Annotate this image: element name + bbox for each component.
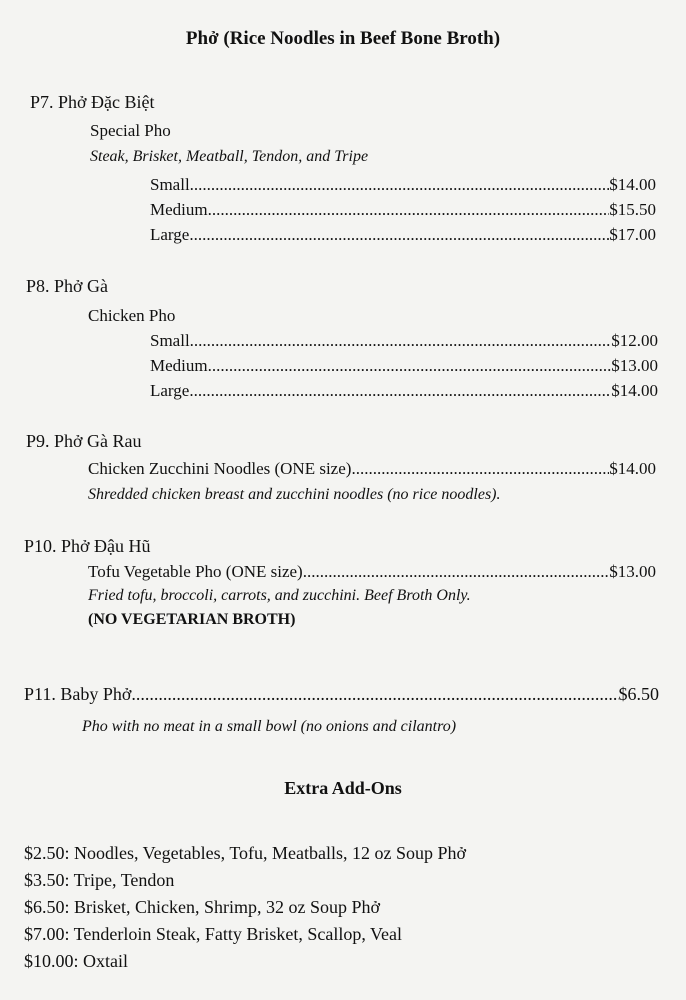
addon-line: $6.50: Brisket, Chicken, Shrimp, 32 oz Soup Phở [24, 897, 381, 917]
p7-size-large [150, 225, 656, 245]
size-price: $17.00 [609, 225, 656, 244]
dot-leader [190, 175, 610, 195]
p7-heading: P7. Phở Đặc Biệt [30, 92, 155, 112]
dot-leader [208, 356, 612, 376]
dot-leader [131, 684, 618, 705]
addon-line: $10.00: Oxtail [24, 951, 128, 971]
p7-size-medium [150, 200, 656, 220]
addon-line: $7.00: Tenderloin Steak, Fatty Brisket, Scallop, Veal [24, 924, 403, 944]
p7-description: Steak, Brisket, Meatball, Tendon, and Tripe [90, 148, 369, 165]
p9-description: Shredded chicken breast and zucchini noodles (no rice noodles). [88, 486, 501, 503]
size-label: Large [150, 225, 190, 244]
item-price: $13.00 [609, 562, 656, 581]
size-label: Medium [150, 356, 208, 375]
size-price: $14.00 [611, 381, 658, 400]
size-price: $15.50 [609, 200, 656, 219]
dot-leader [189, 381, 611, 401]
size-price: $14.00 [609, 175, 656, 194]
size-price: $12.00 [611, 331, 658, 350]
p8-size-small [150, 331, 658, 351]
p8-size-medium [150, 356, 658, 376]
p7-size-small [150, 175, 656, 195]
item-label: Tofu Vegetable Pho (ONE size) [88, 562, 303, 581]
dot-leader [189, 225, 609, 245]
p10-broth-note: (NO VEGETARIAN BROTH) [88, 611, 296, 628]
size-label: Medium [150, 200, 208, 219]
p11-description: Pho with no meat in a small bowl (no onions and cilantro) [82, 718, 457, 735]
p11-heading: P11. Baby Phở [24, 684, 132, 704]
addon-line: $2.50: Noodles, Vegetables, Tofu, Meatballs, 12 oz Soup Phở [24, 843, 467, 863]
item-price: $14.00 [609, 459, 656, 478]
p8-english-name: Chicken Pho [88, 306, 176, 325]
p10-heading: P10. Phở Đậu Hũ [24, 536, 151, 556]
item-price: $6.50 [618, 684, 659, 704]
dot-leader [190, 331, 612, 351]
page-title: Phở (Rice Noodles in Beef Bone Broth) [185, 28, 501, 49]
p10-description: Fried tofu, broccoli, carrots, and zucchini. Beef Broth Only. [88, 587, 471, 604]
p10-price-line [88, 562, 656, 582]
size-label: Large [150, 381, 190, 400]
size-label: Small [150, 331, 190, 350]
p9-price-line [88, 459, 656, 479]
dot-leader [208, 200, 610, 220]
addon-line: $3.50: Tripe, Tendon [24, 870, 175, 890]
p9-heading: P9. Phở Gà Rau [26, 431, 142, 451]
p7-english-name: Special Pho [90, 121, 171, 140]
p8-size-large [150, 381, 658, 401]
item-label: Chicken Zucchini Noodles (ONE size) [88, 459, 352, 478]
dot-leader [351, 459, 609, 479]
p8-heading: P8. Phở Gà [26, 276, 109, 296]
p11-price-line [24, 684, 659, 705]
size-label: Small [150, 175, 190, 194]
addons-title: Extra Add-Ons [284, 778, 402, 798]
dot-leader [303, 562, 610, 582]
size-price: $13.00 [611, 356, 658, 375]
